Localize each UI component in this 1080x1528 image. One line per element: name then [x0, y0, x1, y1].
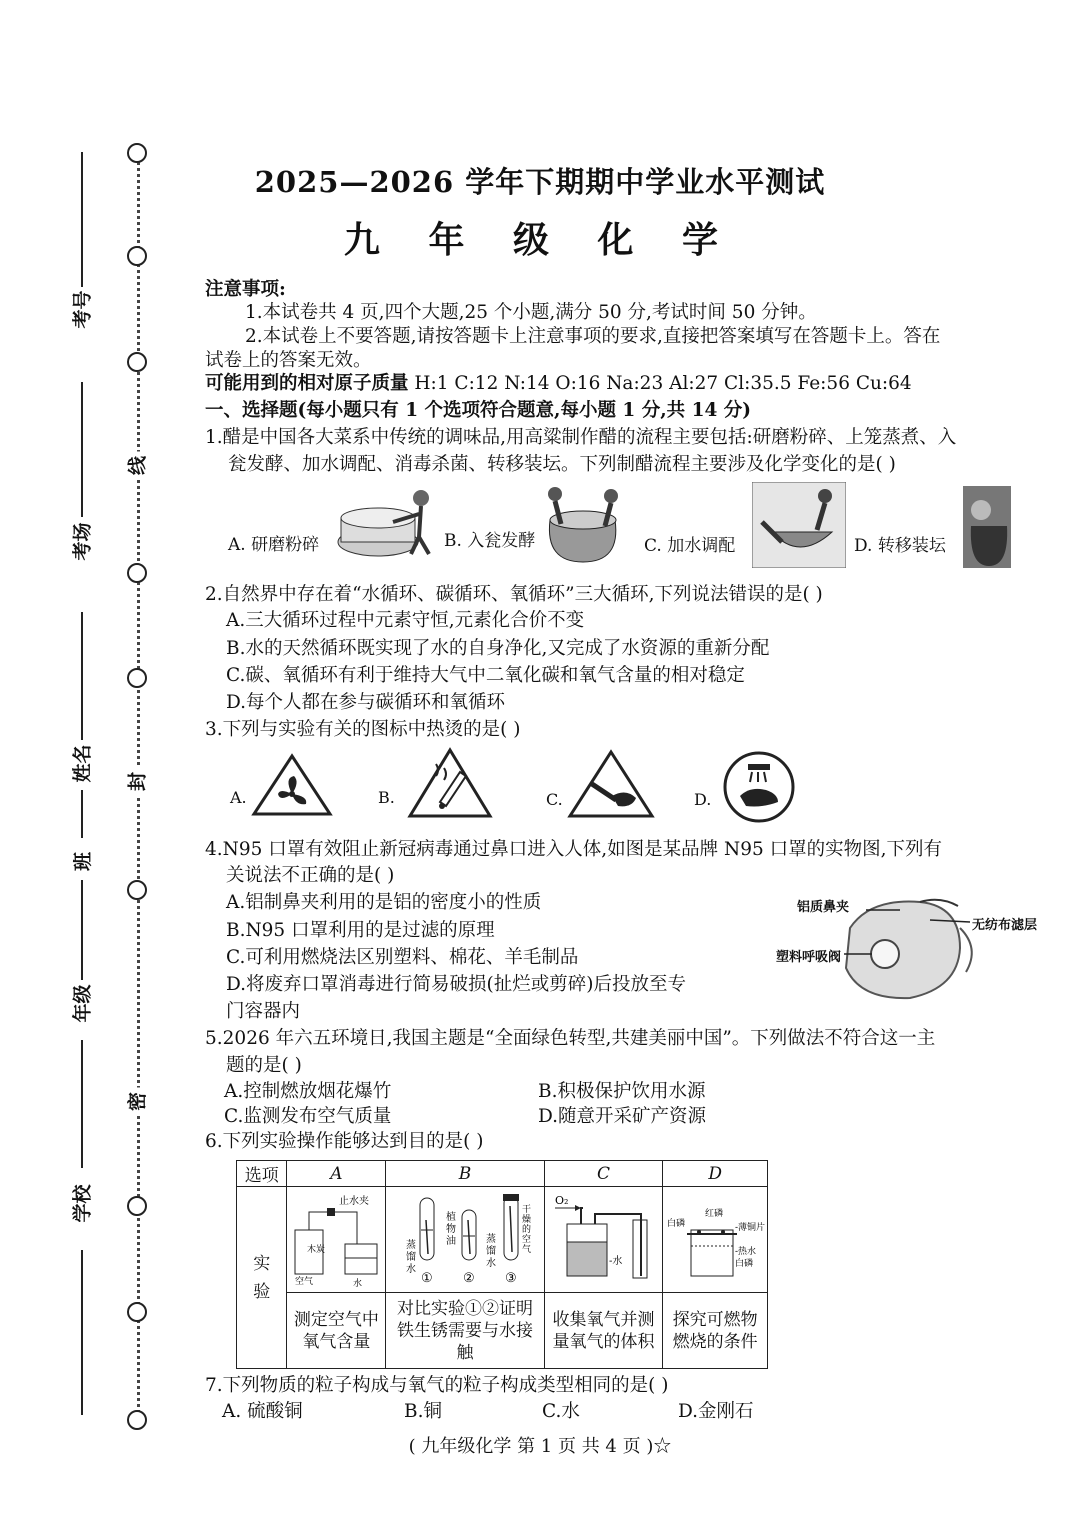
svg-text:馏: 馏 — [486, 1245, 496, 1257]
q2-option-d[interactable]: D.每个人都在参与碳循环和氧循环 — [226, 692, 506, 713]
grade-line[interactable] — [81, 880, 83, 980]
q4-label-nose-clip: 铝质鼻夹 — [797, 900, 850, 915]
exam-room-label: 考场 — [71, 522, 94, 561]
q6-fig-c — [544, 1187, 663, 1293]
school-line[interactable] — [81, 1040, 83, 1168]
q7-stem: 7.下列物质的粒子构成与氧气的粒子构成类型相同的是( ) — [205, 1375, 669, 1396]
q6-header-label: 选项 — [237, 1161, 287, 1187]
svg-text:蒸: 蒸 — [406, 1239, 416, 1251]
svg-text:白磷: 白磷 — [667, 1218, 686, 1229]
ventilation-fan-icon — [250, 752, 334, 818]
q3-stem: 3.下列与实验有关的图标中热烫的是( ) — [205, 719, 521, 740]
binding-hole — [127, 668, 147, 688]
q1-option-a[interactable]: A. 研磨粉碎 — [228, 535, 320, 555]
q1-option-b[interactable]: B. 入瓮发酵 — [444, 531, 536, 551]
q1-fermenting-image — [535, 482, 631, 566]
q3-option-d[interactable]: D. — [694, 790, 712, 809]
seal-char-xian: 线 — [123, 452, 150, 480]
q5-stem-line1: 5.2026 年六五环境日,我国主题是“全面绿色转型,共建美丽中国”。下列做法不符合这一主 — [205, 1028, 936, 1049]
grade-label: 年级 — [71, 984, 94, 1023]
q4-label-valve: 塑料呼吸阀 — [776, 950, 842, 965]
q7-option-c[interactable]: C.水 — [542, 1401, 580, 1422]
sharp-object-icon — [566, 748, 656, 820]
notice-line-2b: 试卷上的答案无效。 — [205, 350, 372, 371]
binding-hole — [127, 352, 147, 372]
binding-hole — [127, 1410, 147, 1430]
q2-option-b[interactable]: B.水的天然循环既实现了水的自身净化,又完成了水资源的重新分配 — [226, 638, 770, 659]
q6-apparatus-b-image — [390, 1190, 540, 1290]
q7-option-d[interactable]: D.金刚石 — [678, 1401, 754, 1422]
binding-hole — [127, 880, 147, 900]
q6-header-d: D — [663, 1161, 768, 1187]
q6-apparatus-d-image — [665, 1190, 765, 1290]
q6-apparatus-c-image — [547, 1190, 659, 1290]
svg-text:木炭: 木炭 — [307, 1244, 326, 1255]
svg-text:-水: -水 — [609, 1255, 623, 1267]
svg-text:气: 气 — [522, 1244, 532, 1255]
q6-row-label: 实 验 — [237, 1187, 287, 1369]
q1-option-d[interactable]: D. 转移装坛 — [854, 536, 946, 556]
q4-option-b[interactable]: B.N95 口罩利用的是过滤的原理 — [226, 920, 495, 941]
q2-stem: 2.自然界中存在着“水循环、碳循环、氧循环”三大循环,下列说法错误的是( ) — [205, 584, 823, 605]
q5-option-a[interactable]: A.控制燃放烟花爆竹 — [224, 1081, 392, 1102]
q3-option-a[interactable]: A. — [230, 788, 247, 807]
q6-header-a: A — [287, 1161, 386, 1187]
svg-text:红磷: 红磷 — [705, 1208, 724, 1219]
extra-line — [81, 1250, 83, 1415]
q5-option-b[interactable]: B.积极保护饮用水源 — [538, 1081, 706, 1102]
svg-text:空: 空 — [522, 1234, 532, 1245]
exam-title: 2025—2026 学年下期期中学业水平测试 — [254, 165, 826, 199]
section-1-heading: 一、选择题(每小题只有 1 个选项符合题意,每小题 1 分,共 14 分) — [205, 400, 752, 421]
q5-option-c[interactable]: C.监测发布空气质量 — [224, 1106, 392, 1127]
school-label: 学校 — [71, 1184, 94, 1223]
q6-fig-d — [663, 1187, 768, 1293]
q3-option-c[interactable]: C. — [546, 790, 563, 809]
svg-text:-薄铜片: -薄铜片 — [735, 1222, 766, 1233]
hot-tube-icon — [406, 746, 494, 820]
q4-option-d-line1[interactable]: D.将废弃口罩消毒进行简易破损(扯烂或剪碎)后投放至专 — [226, 974, 686, 995]
q4-option-d-line2: 门容器内 — [226, 1001, 301, 1022]
name-line[interactable] — [81, 612, 83, 740]
q6-stem: 6.下列实验操作能够达到目的是( ) — [205, 1131, 484, 1152]
q6-fig-b — [386, 1187, 544, 1293]
q2-option-a[interactable]: A.三大循环过程中元素守恒,元素化合价不变 — [226, 610, 585, 631]
class-line[interactable] — [81, 790, 83, 838]
svg-text:油: 油 — [446, 1235, 456, 1247]
exam-room-line[interactable] — [81, 382, 83, 517]
svg-text:②: ② — [463, 1270, 475, 1286]
class-label: 班 — [72, 851, 95, 872]
atomic-mass-values: H:1 C:12 N:14 O:16 Na:23 Al:27 Cl:35.5 Fe:56 Cu:64 — [414, 373, 912, 394]
svg-text:干: 干 — [522, 1204, 532, 1215]
notice-heading: 注意事项: — [205, 279, 286, 300]
q6-table — [236, 1160, 768, 1369]
binding-hole — [127, 1196, 147, 1216]
q6-purpose-c: 收集氧气并测量氧气的体积 — [544, 1293, 663, 1369]
svg-text:物: 物 — [446, 1223, 456, 1235]
svg-text:③: ③ — [505, 1270, 517, 1286]
q2-option-c[interactable]: C.碳、氧循环有利于维持大气中二氧化碳和氧气含量的相对稳定 — [226, 665, 745, 686]
q6-purpose-a: 测定空气中氧气含量 — [287, 1293, 386, 1369]
svg-text:水: 水 — [406, 1263, 416, 1275]
svg-text:O₂: O₂ — [555, 1193, 569, 1207]
wash-hands-icon — [722, 750, 796, 824]
q5-option-d[interactable]: D.随意开采矿产资源 — [538, 1106, 707, 1127]
q6-b-num1: ① — [421, 1270, 433, 1286]
q6-header-b: B — [386, 1161, 544, 1187]
q4-option-a[interactable]: A.铝制鼻夹利用的是铝的密度小的性质 — [226, 892, 542, 913]
q3-option-b[interactable]: B. — [378, 788, 395, 807]
subject-title: 九 年 级 化 学 — [343, 220, 737, 261]
svg-text:水: 水 — [486, 1257, 496, 1269]
q7-option-a[interactable]: A. 硫酸铜 — [222, 1401, 303, 1422]
q1-jar-image — [963, 486, 1011, 568]
q1-stem-line1: 1.醋是中国各大菜系中传统的调味品,用高粱制作醋的流程主要包括:研磨粉碎、上笼蒸煮、入 — [205, 427, 957, 448]
svg-text:燥: 燥 — [522, 1214, 532, 1225]
svg-text:空气: 空气 — [295, 1276, 314, 1287]
name-label: 姓名 — [71, 744, 94, 783]
notice-line-2a: 2.本试卷上不要答题,请按答题卡上注意事项的要求,直接把答案填写在答题卡上。答在 — [245, 326, 941, 347]
q1-grinding-image — [333, 482, 437, 562]
q4-label-filter: 无纺布滤层 — [972, 918, 1038, 933]
exam-no-label: 考号 — [71, 290, 94, 329]
q5-stem-line2: 题的是( ) — [226, 1055, 302, 1076]
q1-stem-line2: 瓮发酵、加水调配、消毒杀菌、转移装坛。下列制醋流程主要涉及化学变化的是( ) — [228, 454, 896, 475]
q6-purpose-d: 探究可燃物燃烧的条件 — [663, 1293, 768, 1369]
atomic-mass-label: 可能用到的相对原子质量 — [205, 373, 409, 394]
svg-text:馏: 馏 — [406, 1251, 416, 1263]
seal-char-mi: 密 — [123, 1088, 150, 1116]
svg-text:-热水: -热水 — [735, 1246, 757, 1257]
q4-stem-line1: 4.N95 口罩有效阻止新冠病毒通过鼻口进入人体,如图是某品牌 N95 口罩的实物图,下列有 — [205, 839, 943, 860]
page-footer: ( 九年级化学 第 1 页 共 4 页 )☆ — [408, 1436, 672, 1457]
svg-text:的: 的 — [522, 1224, 532, 1235]
binding-hole — [127, 563, 147, 583]
svg-text:白磷: 白磷 — [735, 1258, 754, 1269]
atomic-mass-line — [205, 370, 912, 397]
svg-text:水: 水 — [353, 1278, 363, 1289]
svg-text:蒸: 蒸 — [486, 1233, 496, 1245]
q6-header-c: C — [544, 1161, 663, 1187]
q6-fig-a — [287, 1187, 386, 1293]
notice-line-1: 1.本试卷共 4 页,四个大题,25 个小题,满分 50 分,考试时间 50 分钟。 — [245, 302, 817, 323]
svg-text:止水夹: 止水夹 — [339, 1195, 370, 1207]
q6-apparatus-a-image — [287, 1190, 383, 1290]
q4-option-c[interactable]: C.可利用燃烧法区别塑料、棉花、羊毛制品 — [226, 947, 579, 968]
q6-purpose-b: 对比实验①②证明铁生锈需要与水接触 — [386, 1293, 544, 1369]
binding-hole — [127, 1302, 147, 1322]
q1-option-c[interactable]: C. 加水调配 — [644, 536, 736, 556]
seal-char-feng: 封 — [123, 768, 150, 796]
q4-stem-line2: 关说法不正确的是( ) — [226, 865, 395, 886]
q1-mixing-image — [752, 482, 846, 568]
svg-text:植: 植 — [446, 1211, 456, 1223]
q7-option-b[interactable]: B.铜 — [404, 1401, 442, 1422]
